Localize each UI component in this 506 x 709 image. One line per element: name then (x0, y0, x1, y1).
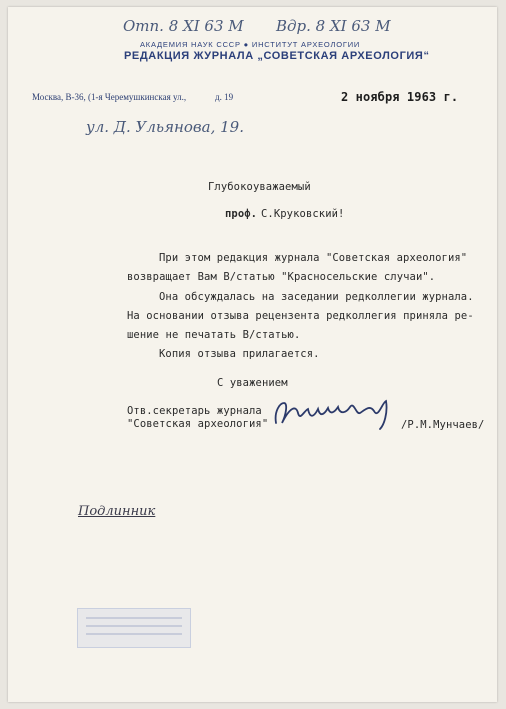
handwritten-address: ул. Д. Ульянова, 19. (86, 118, 244, 136)
body-line-1: При этом редакция журнала "Советская археология" (159, 252, 468, 264)
archive-stamp (77, 608, 191, 648)
handwritten-note-left: Отп. 8 XI 63 М (123, 17, 244, 35)
signatory-name: /Р.М.Мунчаев/ (401, 419, 485, 431)
signatory-title-1: Отв.секретарь журнала (127, 405, 262, 417)
letter-page (8, 7, 497, 702)
body-line-6: Копия отзыва прилагается. (159, 348, 320, 360)
body-line-2: возвращает Вам В/статью "Красносельские случаи". (127, 271, 436, 283)
body-line-3: Она обсуждалась на заседании редколлегии журнала. (159, 291, 474, 303)
salutation-name: С.Круковский! (261, 208, 345, 220)
letterhead-title: РЕДАКЦИЯ ЖУРНАЛА „СОВЕТСКАЯ АРХЕОЛОГИЯ“ (124, 50, 430, 62)
body-line-5: шение не печатать В/статью. (127, 329, 301, 341)
salutation-line-1: Глубокоуважаемый (208, 181, 311, 193)
address-street: (1-я Черемушкинская ул., (88, 92, 187, 102)
address-prefix: Москва, В-36, (32, 92, 86, 102)
handwritten-signature (270, 393, 410, 433)
handwritten-bottom-note: Подлинник (78, 504, 156, 519)
salutation-title: проф. (225, 208, 258, 220)
address-house: д. 19 (215, 92, 234, 102)
handwritten-note-right: Вдр. 8 XI 63 М (276, 17, 391, 35)
org-line: АКАДЕМИЯ НАУК СССР ● ИНСТИТУТ АРХЕОЛОГИИ (140, 40, 361, 49)
signatory-title-2: "Советская археология" (127, 418, 269, 430)
letter-date: 2 ноября 1963 г. (341, 90, 459, 104)
body-line-4: На основании отзыва рецензента редколлегия приняла ре- (127, 310, 474, 322)
closing: С уважением (217, 377, 288, 389)
